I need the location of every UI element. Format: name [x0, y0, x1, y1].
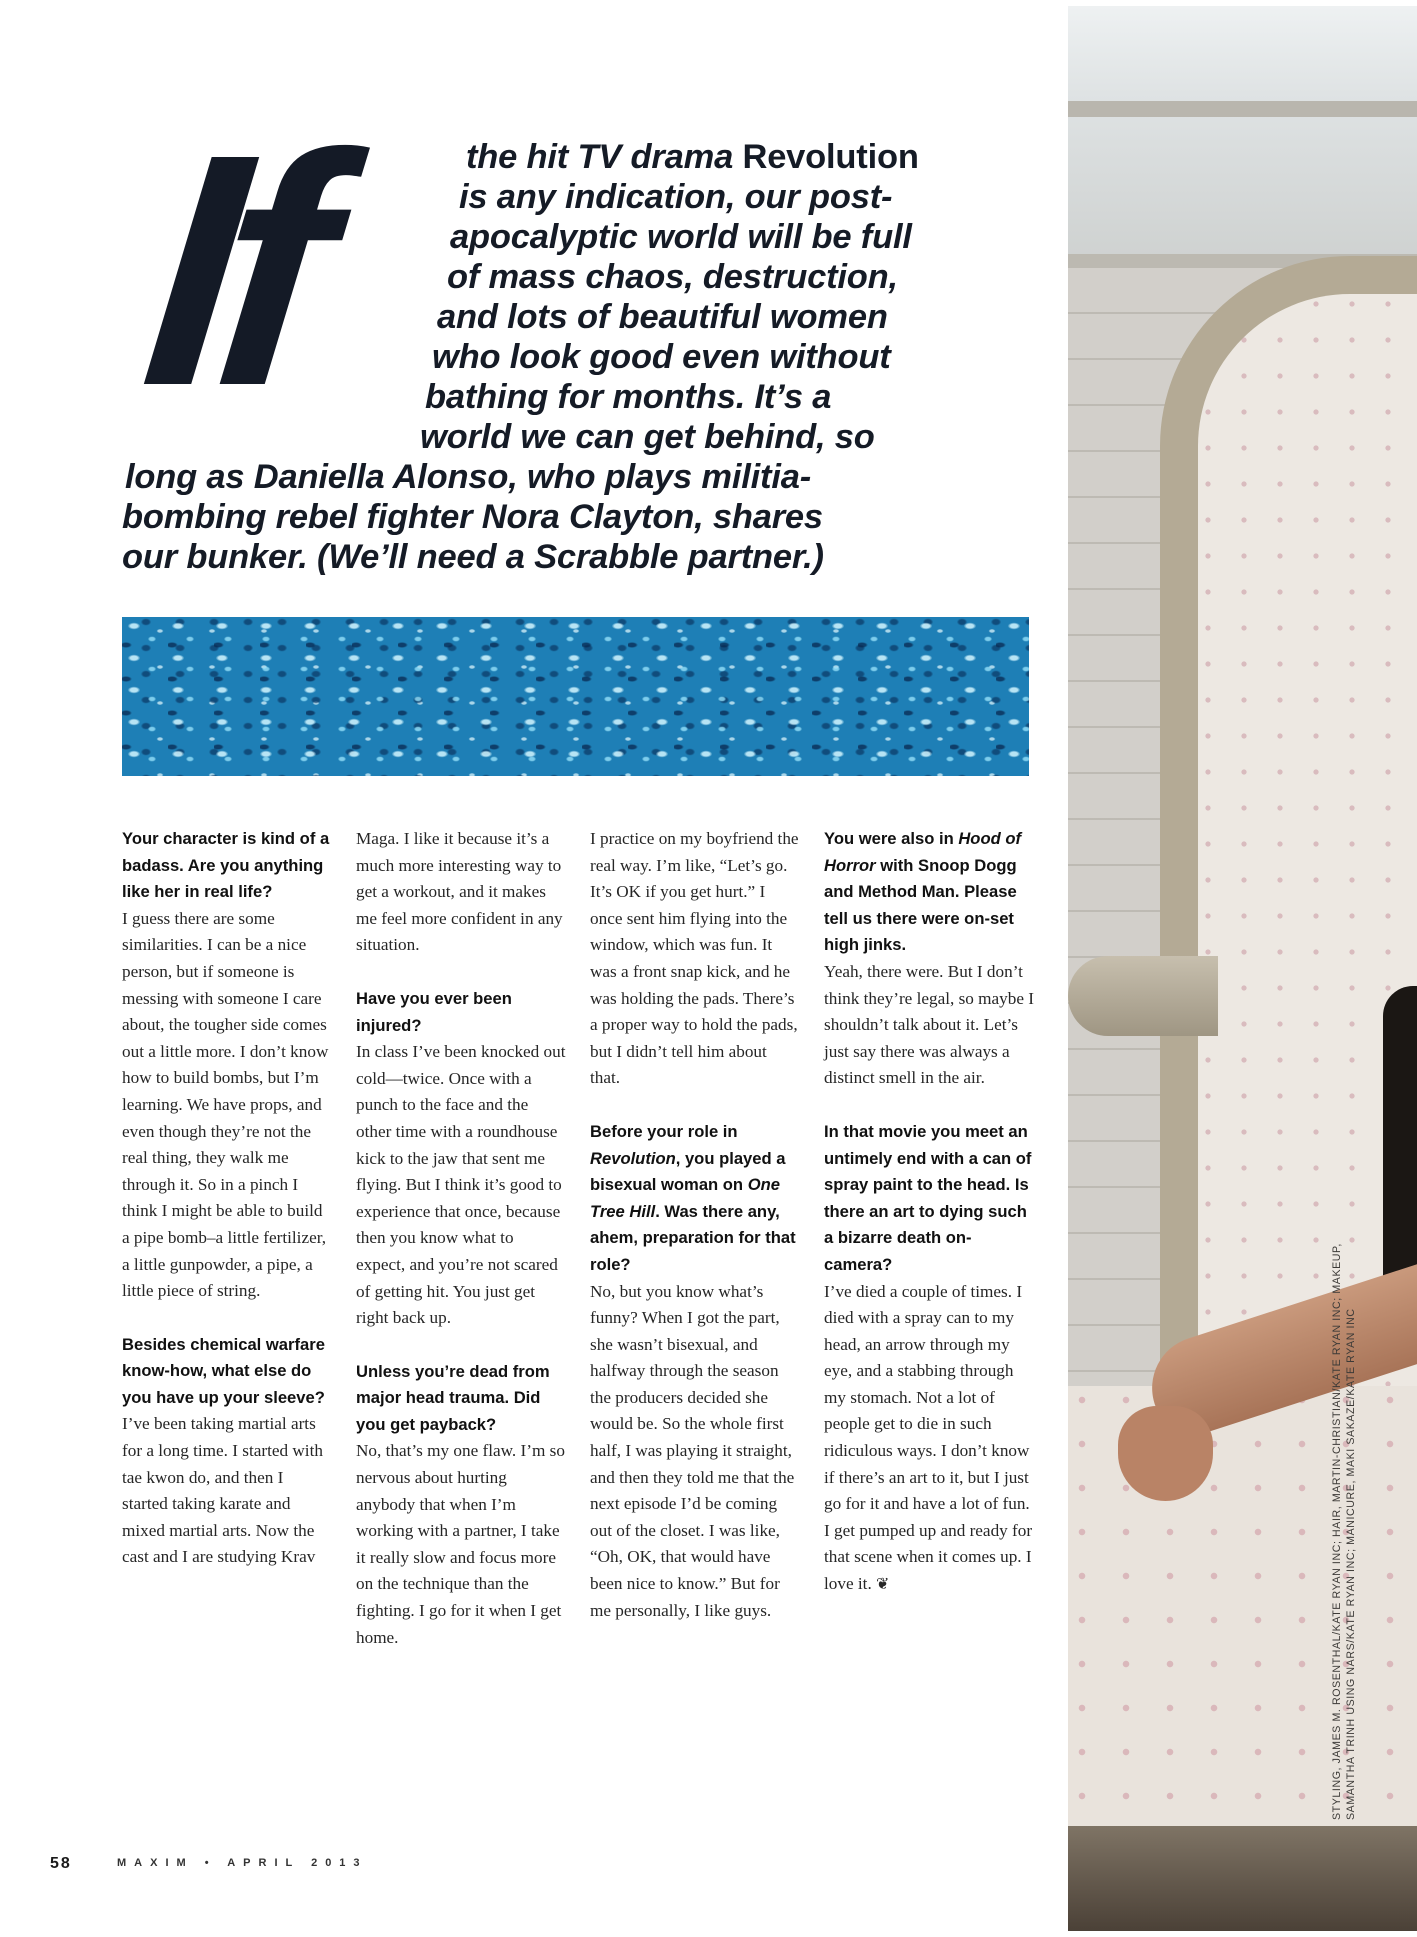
answer-continued: I practice on my boyfriend the real way. I’m like, “Let’s go. It’s OK if you get hurt.” I once sent him flying into the window, which was fun. It was a front snap kick, and he was holding the pads. There’s a proper way to hold the pads, but I didn’t tell him about that. — [590, 829, 799, 1088]
show-title: One Tree Hill — [590, 1175, 780, 1221]
intro-line-8: world we can get behind, so — [420, 418, 875, 456]
intro-line-1: the hit TV drama Revolution — [466, 138, 919, 176]
page-number: 58 — [50, 1855, 72, 1872]
intro-line-11: our bunker. (We’ll need a Scrabble partner.) — [122, 538, 824, 576]
floor — [1068, 1826, 1417, 1931]
credit-line-1: STYLING, JAMES M. ROSENTHAL/KATE RYAN INC; HAIR, MARTIN-CHRISTIAN/KATE RYAN INC; MAKEUP, — [1331, 1243, 1343, 1820]
portrait-photo — [1068, 6, 1417, 1931]
answer: Yeah, there were. But I don’t think they’re legal, so maybe I shouldn’t talk about it. Let’s just say there was always a distinct smell in the air. — [824, 961, 1035, 1088]
armchair-armrest — [1068, 956, 1218, 1036]
answer: No, that’s my one flaw. I’m so nervous about hurting anybody that when I’m working with a partner, I take it really slow and focus more on the technique than the fighting. I go for it when I get home. — [356, 1441, 565, 1647]
question: In that movie you meet an untimely end with a can of spray paint to the head. Is there an art to dying such a bizarre death on-camera? — [824, 1121, 1032, 1274]
hand — [1118, 1406, 1213, 1501]
qa-column-4 — [824, 826, 1034, 1626]
intro-line-4: of mass chaos, destruction, — [447, 258, 898, 296]
photo-credits — [1330, 1100, 1360, 1820]
question: Unless you’re dead from major head trauma. Did you get payback? — [356, 1361, 550, 1434]
show-title: Revolution — [742, 138, 919, 176]
qa-column-1 — [122, 826, 332, 1598]
intro-line-3: apocalyptic world will be full — [450, 218, 912, 256]
intro-line-5: and lots of beautiful women — [437, 298, 888, 336]
drop-cap: If — [130, 85, 328, 454]
intro-line-6: who look good even without — [432, 338, 891, 376]
question: Your character is kind of a badass. Are you anything like her in real life? — [122, 829, 330, 902]
question: Before your role in Revolution, you played a bisexual woman on One Tree Hill. Was there any, ahem, preparation for that role? — [590, 1121, 796, 1274]
film-title: Hood of Horror — [824, 829, 1021, 875]
question: Besides chemical warfare know-how, what else do you have up your sleeve? — [122, 1334, 325, 1407]
question: Have you ever been injured? — [356, 988, 512, 1035]
answer-continued: Maga. I like it because it’s a much more interesting way to get a workout, and it makes me feel more confident in any situation. — [356, 829, 563, 955]
intro-line-9: long as Daniella Alonso, who plays militia- — [125, 458, 811, 496]
end-mark-icon: ❦ — [876, 1576, 890, 1594]
intro-line-2: is any indication, our post- — [459, 178, 893, 216]
qa-column-3 — [590, 826, 800, 1651]
intro-line-10: bombing rebel fighter Nora Clayton, shares — [122, 498, 823, 536]
window-panel — [1068, 6, 1417, 256]
decorative-texture-band — [122, 617, 1029, 776]
publication-line: MAXIM • APRIL 2013 — [117, 1857, 368, 1869]
answer: No, but you know what’s funny? When I got the part, she wasn’t bisexual, and halfway through the season the producers decided she would be. So the whole first half, I was playing it straight, and then they told me that the next episode I’d be coming out of the closet. I was like, “Oh, OK, that would have been nice to know.” But for me personally, I like guys. — [590, 1281, 795, 1620]
credit-line-2: SAMANTHA TRINH USING NARS/KATE RYAN INC; MANICURE, MAKI SAKAZE/KATE RYAN INC — [1345, 1308, 1357, 1820]
question: You were also in Hood of Horror with Snoop Dogg and Method Man. Please tell us there were on-set high jinks. — [824, 829, 1021, 955]
intro-line-7: bathing for months. It’s a — [425, 378, 832, 416]
answer: I’ve been taking martial arts for a long time. I started with tae kwon do, and then I started taking karate and mixed martial arts. Now the cast and I are studying Krav — [122, 1414, 323, 1567]
answer: In class I’ve been knocked out cold—twice. Once with a punch to the face and the other time with a roundhouse kick to the jaw that sent me flying. But I think it’s good to experience that once, because then you know what to expect, and you’re not scared of getting hit. You just get right back up. — [356, 1042, 566, 1328]
answer: I’ve died a couple of times. I died with a spray can to my head, an arrow through my eye, and a stabbing through my stomach. Not a lot of people get to die in such ridiculous ways. I don’t know if there’s an art to it, but I just go for it and have a lot of fun. I get pumped up and ready for that scene when it comes up. I love it. ❦ — [824, 1281, 1033, 1594]
answer: I guess there are some similarities. I can be a nice person, but if someone is messing with someone I care about, the tougher side comes out a little more. I don’t know how to build bombs, but I’m learning. We have props, and even though they’re not the real thing, they walk me through it. So in a pinch I think I might be able to build a pipe bomb–a little fertilizer, a little gunpowder, a pipe, a little piece of string. — [122, 908, 329, 1301]
show-title: Revolution — [590, 1148, 676, 1168]
qa-column-2 — [356, 826, 566, 1678]
window-frame — [1068, 101, 1417, 117]
